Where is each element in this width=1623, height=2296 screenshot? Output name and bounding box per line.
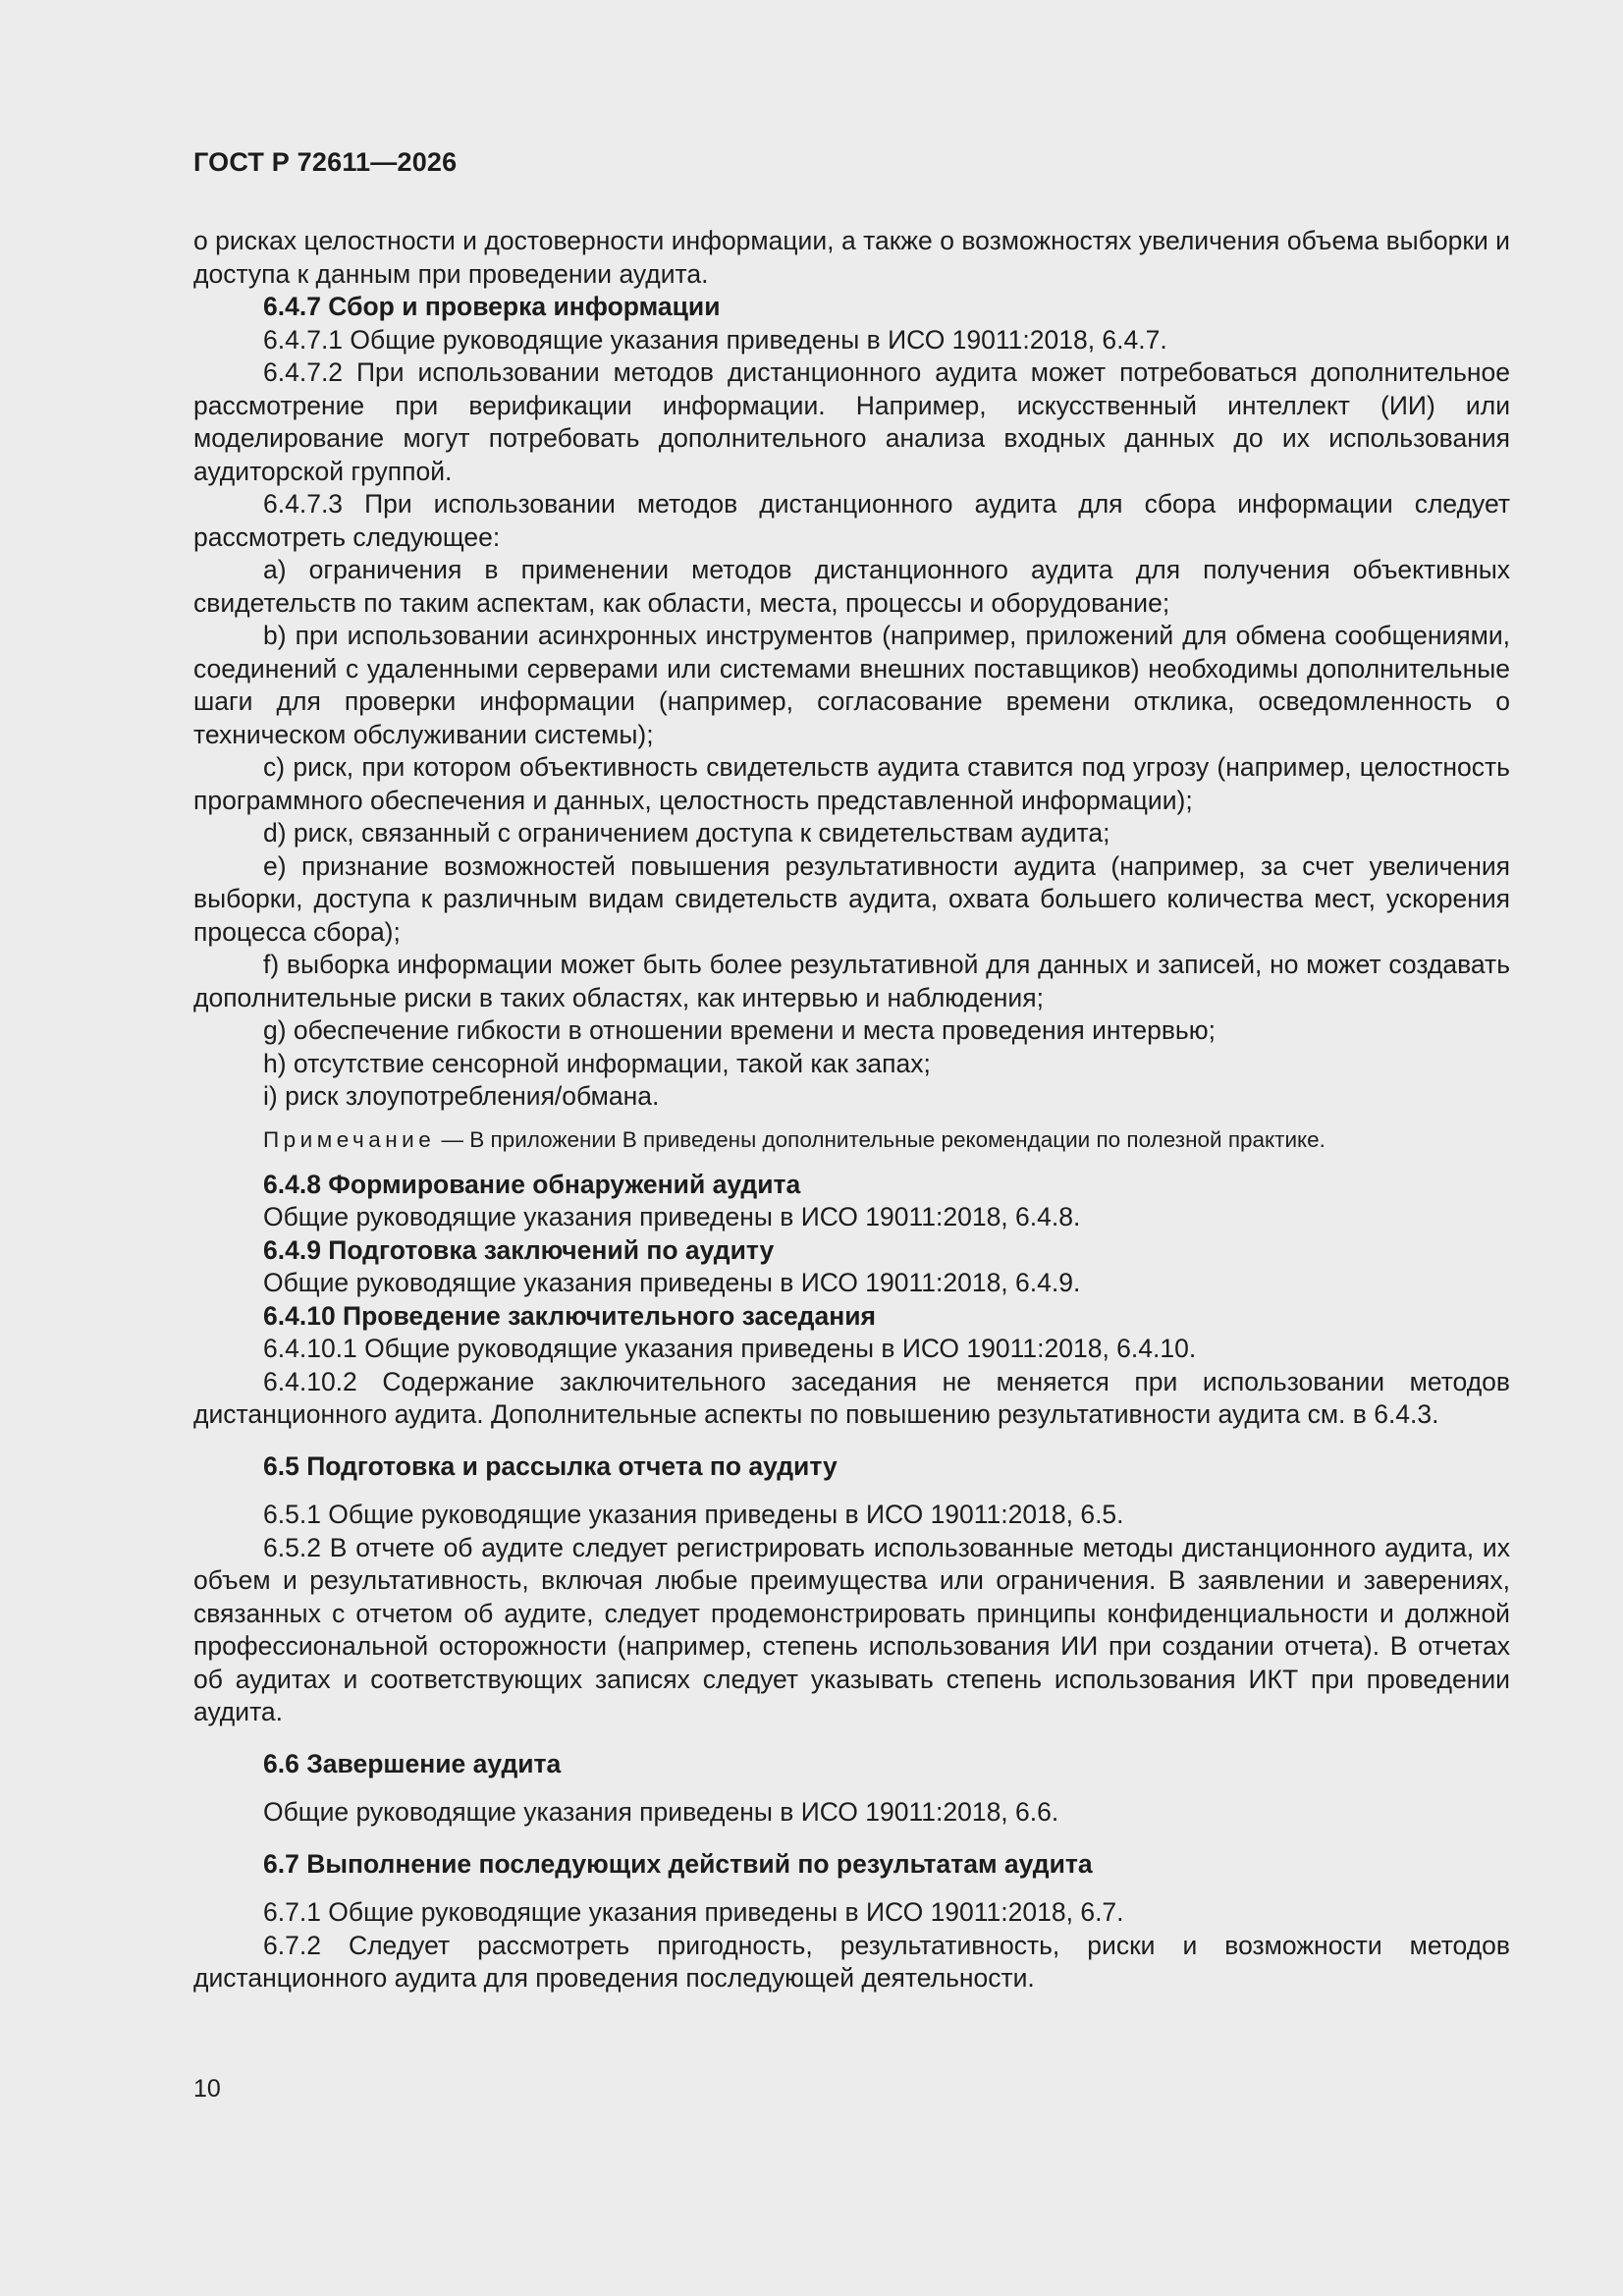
paragraph-6-5-1: 6.5.1 Общие руководящие указания приведены в ИСО 19011:2018, 6.5.	[263, 1500, 1124, 1529]
list-item-h: h) отсутствие сенсорной информации, такой как запах;	[263, 1048, 931, 1078]
paragraph-6-4-7-3: 6.4.7.3 При использовании методов дистанционного аудита для сбора информации следует рассмотреть следующее:	[193, 489, 1510, 552]
heading-6-7: 6.7 Выполнение последующих действий по результатам аудита	[263, 1848, 1093, 1879]
paragraph-6-7-2: 6.7.2 Следует рассмотреть пригодность, результативность, риски и возможности методов дистанционного аудита для проведения последующей деятельности.	[193, 1930, 1510, 1993]
paragraph-6-4-10-1: 6.4.10.1 Общие руководящие указания приведены в ИСО 19011:2018, 6.4.10.	[263, 1334, 1197, 1363]
paragraph-6-4-10-2: 6.4.10.2 Содержание заключительного заседания не меняется при использовании методов дистанционного аудита. Дополнительные аспекты по повышению результативности аудита см. в 6.4.3.	[193, 1366, 1510, 1429]
heading-6-4-8: 6.4.8 Формирование обнаружений аудита	[263, 1169, 801, 1199]
list-item-g: g) обеспечение гибкости в отношении времени и места проведения интервью;	[263, 1015, 1216, 1045]
document-body	[193, 225, 1510, 1995]
list-item-a: a) ограничения в применении методов дистанционного аудита для получения объективных свидетельств по таким аспектам, как области, места, процессы и оборудование;	[193, 555, 1510, 618]
list-item-i: i) риск злоупотребления/обмана.	[263, 1081, 660, 1111]
paragraph-6-4-7-2: 6.4.7.2 При использовании методов дистанционного аудита может потребоваться дополнительное рассмотрение при верификации информации. Например, искусственный интеллект (ИИ) или моделирование могут потребовать дополнительного анализа входных данных до их использования аудиторской группой.	[193, 357, 1510, 486]
heading-6-4-7: 6.4.7 Сбор и проверка информации	[263, 292, 721, 321]
heading-6-6: 6.6 Завершение аудита	[263, 1748, 562, 1778]
note-text: — В приложении В приведены дополнительные рекомендации по полезной практике.	[435, 1126, 1325, 1152]
document-header: ГОСТ Р 72611—2026	[193, 147, 458, 177]
heading-6-5: 6.5 Подготовка и рассылка отчета по аудиту	[263, 1450, 838, 1481]
page-number: 10	[193, 2075, 221, 2103]
heading-6-4-10: 6.4.10 Проведение заключительного заседания	[263, 1300, 877, 1331]
paragraph-6-7-1: 6.7.1 Общие руководящие указания приведены в ИСО 19011:2018, 6.7.	[263, 1897, 1124, 1927]
list-item-f: f) выборка информации может быть более результативной для данных и записей, но может создавать дополнительные риски в таких областях, как интервью и наблюдения;	[193, 950, 1510, 1012]
paragraph-intro: о рисках целостности и достоверности информации, а также о возможностях увеличения объема выборки и доступа к данным при проведении аудита.	[193, 226, 1510, 289]
list-item-d: d) риск, связанный с ограничением доступа к свидетельствам аудита;	[263, 818, 1110, 847]
note	[193, 1125, 1510, 1155]
paragraph-6-6: Общие руководящие указания приведены в ИСО 19011:2018, 6.6.	[263, 1797, 1059, 1827]
heading-6-4-9: 6.4.9 Подготовка заключений по аудиту	[263, 1234, 775, 1265]
paragraph-6-5-2: 6.5.2 В отчете об аудите следует регистрировать использованные методы дистанционного аудита, их объем и результативность, включая любые преимущества или ограничения. В заявлении и заверениях, связанных с отчетом об аудите, следует продемонстрировать принципы конфиденциальности и должной профессиональной осторожности (например, степень использования ИИ при создании отчета). В отчетах об аудитах и соответствующих записях следует указывать степень использования ИКТ при проведении аудита.	[193, 1532, 1510, 1726]
paragraph-6-4-8: Общие руководящие указания приведены в ИСО 19011:2018, 6.4.8.	[263, 1202, 1081, 1231]
list-item-c: c) риск, при котором объективность свидетельств аудита ставится под угрозу (например, целостность программного обеспечения и данных, целостность представленной информации);	[193, 752, 1510, 815]
paragraph-6-4-9: Общие руководящие указания приведены в ИСО 19011:2018, 6.4.9.	[263, 1268, 1081, 1297]
list-item-b: b) при использовании асинхронных инструментов (например, приложений для обмена сообщениями, соединений с удаленными серверами или системами внешних поставщиков) необходимы дополнительные шаги для проверки информации (например, согласование времени отклика, осведомленность о техническом обслуживании системы);	[193, 621, 1510, 749]
note-label: Примечание	[263, 1126, 436, 1152]
list-item-e: e) признание возможностей повышения результативности аудита (например, за счет увеличения выборки, доступа к различным видам свидетельств аудита, охвата большего количества мест, ускорения процесса сбора);	[193, 850, 1510, 947]
paragraph-6-4-7-1: 6.4.7.1 Общие руководящие указания приведены в ИСО 19011:2018, 6.4.7.	[263, 324, 1167, 355]
